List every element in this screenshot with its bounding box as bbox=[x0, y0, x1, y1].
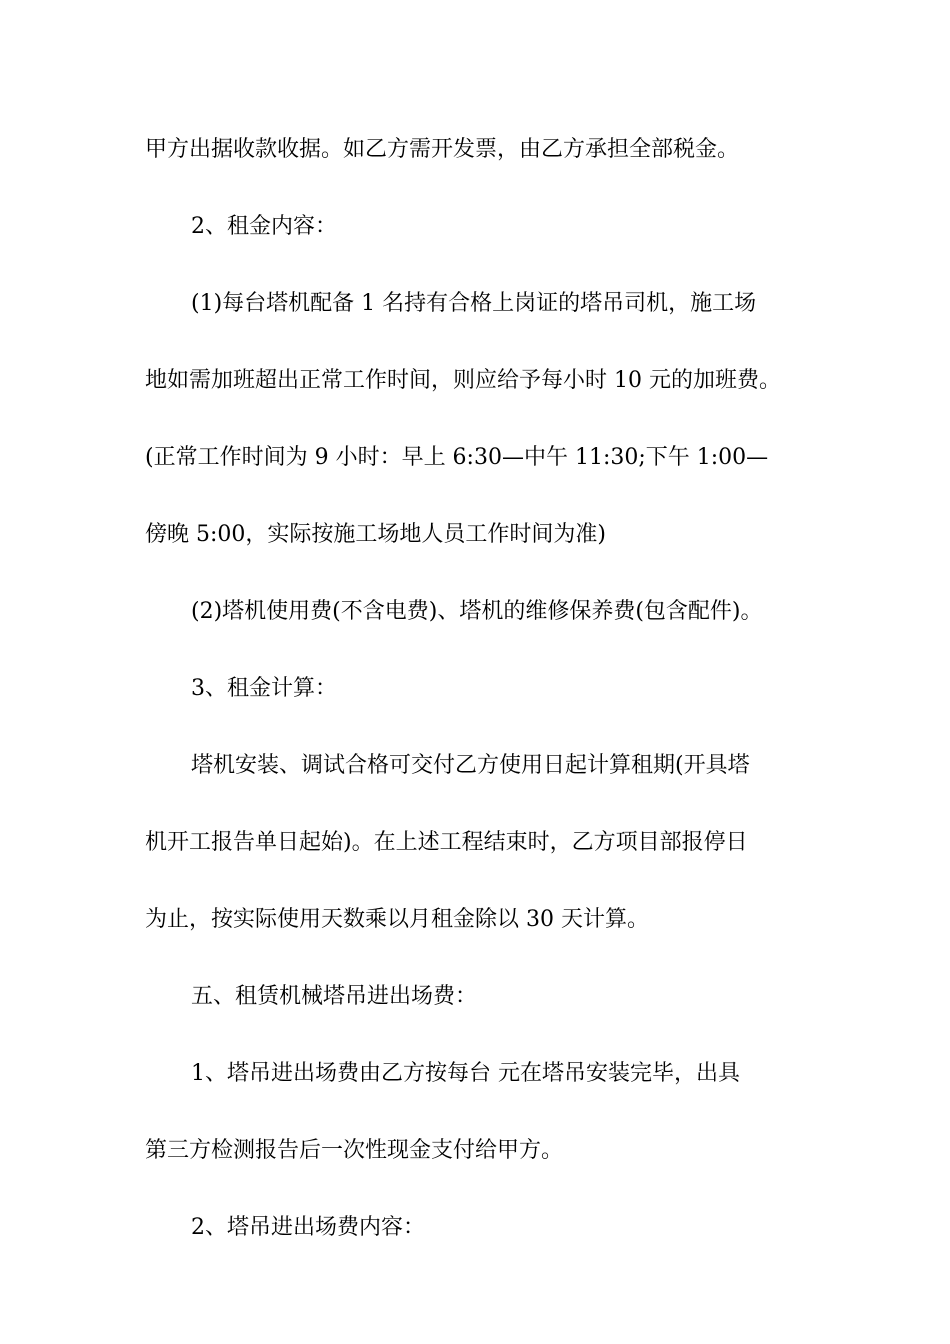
text-line: 机开工报告单日起始)。在上述工程结束时，乙方项目部报停日 bbox=[145, 830, 748, 855]
section-heading: 2、塔吊进出场费内容： bbox=[191, 1215, 425, 1240]
text-line: 地如需加班超出正常工作时间，则应给予每小时 10 元的加班费。 bbox=[145, 368, 781, 393]
text-line: 为止，按实际使用天数乘以月租金除以 30 天计算。 bbox=[145, 907, 649, 932]
section-heading: 2、租金内容： bbox=[191, 214, 337, 239]
section-heading: 3、租金计算： bbox=[191, 676, 337, 701]
text-line: 傍晚 5:00，实际按施工场地人员工作时间为准) bbox=[145, 522, 606, 547]
text-line: (2)塔机使用费(不含电费)、塔机的维修保养费(包含配件)。 bbox=[191, 599, 763, 624]
section-heading: 五、租赁机械塔吊进出场费： bbox=[191, 984, 478, 1009]
text-line: 塔机安装、调试合格可交付乙方使用日起计算租期(开具塔 bbox=[191, 753, 750, 778]
text-line: 1、塔吊进出场费由乙方按每台 元在塔吊安装完毕，出具 bbox=[191, 1061, 740, 1086]
text-line: 甲方出据收款收据。如乙方需开发票，由乙方承担全部税金。 bbox=[145, 137, 740, 162]
text-line: (1)每台塔机配备 1 名持有合格上岗证的塔吊司机，施工场 bbox=[191, 291, 757, 316]
text-line: (正常工作时间为 9 小时：早上 6:30—中午 11:30;下午 1:00— bbox=[145, 445, 769, 470]
text-line: 第三方检测报告后一次性现金支付给甲方。 bbox=[145, 1138, 564, 1163]
